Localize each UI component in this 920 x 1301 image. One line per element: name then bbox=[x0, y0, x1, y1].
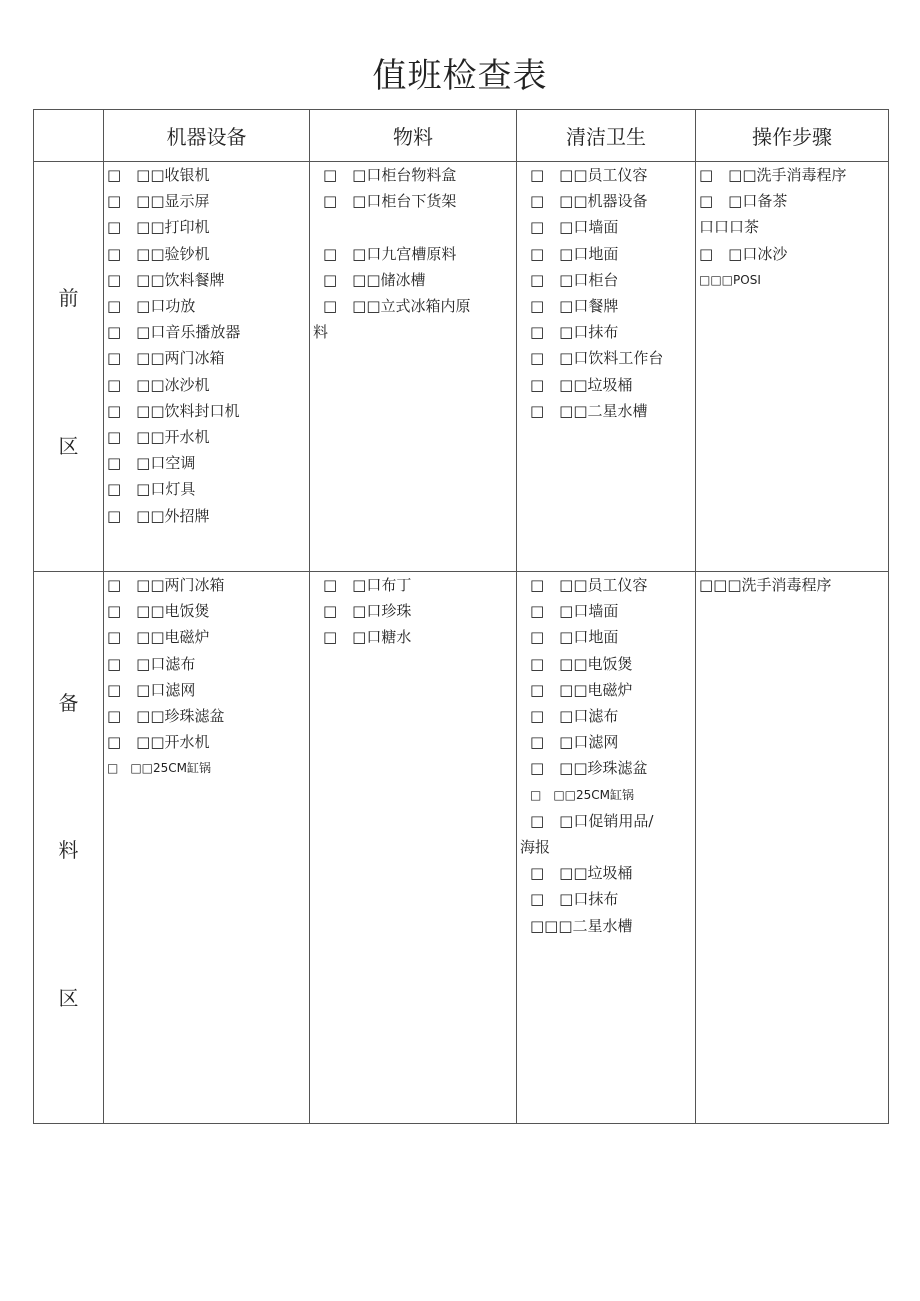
checklist-item: □ □口功放 bbox=[107, 297, 196, 316]
checklist-item: □ □□电饭煲 bbox=[107, 602, 210, 621]
checklist-item: □ □口布丁 bbox=[323, 576, 412, 594]
prep-steps-list bbox=[696, 572, 889, 1124]
front-zone-label bbox=[34, 162, 104, 572]
checklist-item: □ □□开水机 bbox=[107, 733, 210, 752]
checklist-item: □ □□员工仪容 bbox=[530, 166, 648, 184]
checklist-item: □ □□二星水槽 bbox=[530, 401, 648, 420]
duty-checklist-table bbox=[33, 109, 889, 1124]
checklist-item: □□□洗手消毒程序 bbox=[699, 576, 832, 594]
checklist-item: 海报 bbox=[520, 838, 551, 857]
checklist-item: □ □□机器设备 bbox=[530, 192, 648, 211]
checklist-item: □ □□开水机 bbox=[107, 428, 210, 447]
checklist-item: □ □口音乐播放器 bbox=[107, 323, 241, 342]
prep-cleaning-list bbox=[517, 572, 696, 1124]
checklist-item: □ □口柜台物料盒 bbox=[323, 166, 457, 184]
checklist-item bbox=[320, 214, 516, 240]
checklist-item: □ □□储冰槽 bbox=[323, 270, 426, 289]
checklist-item: □ □口饮料工作台 bbox=[530, 349, 664, 368]
checklist-item: □ □□洗手消毒程序 bbox=[699, 166, 847, 184]
header-machines: 机器设备 bbox=[104, 110, 310, 162]
checklist-item: □ □口餐牌 bbox=[530, 297, 619, 316]
checklist-item: □ □□饮料餐牌 bbox=[107, 270, 225, 289]
checklist-item: □ □□冰沙机 bbox=[107, 375, 210, 394]
checklist-item: □ □□25CM缸锅 bbox=[107, 761, 212, 776]
header-row bbox=[34, 110, 889, 162]
front-cleaning-list bbox=[517, 162, 696, 572]
checklist-item: □ □口糖水 bbox=[323, 628, 412, 647]
zone-char: 前 bbox=[58, 286, 79, 310]
page-title: 值班检查表 bbox=[372, 56, 548, 96]
checklist-item: □ □口地面 bbox=[530, 244, 619, 263]
prep-machines-list bbox=[104, 572, 310, 1124]
checklist-item: □ □口空调 bbox=[107, 454, 196, 473]
checklist-item: □ □口灯具 bbox=[107, 480, 196, 499]
front-zone-row bbox=[34, 162, 889, 572]
checklist-item: □ □□打印机 bbox=[107, 218, 210, 237]
checklist-item: □ □口滤布 bbox=[107, 654, 196, 673]
header-cleaning: 清洁卫生 bbox=[517, 110, 696, 162]
checklist-item: □ □口九宫槽原料 bbox=[323, 244, 457, 263]
checklist-item: □ □□员工仪容 bbox=[530, 576, 648, 594]
prep-zone-row bbox=[34, 572, 889, 1124]
checklist-item: □ □□25CM缸锅 bbox=[530, 787, 635, 802]
front-machines-list bbox=[104, 162, 310, 572]
checklist-item: 料 bbox=[313, 323, 329, 342]
front-materials-list bbox=[310, 162, 517, 572]
header-steps: 操作步骤 bbox=[696, 110, 889, 162]
checklist-item: □ □□电饭煲 bbox=[530, 654, 633, 673]
checklist-item: □ □□珍珠滤盆 bbox=[107, 707, 225, 726]
checklist-item: □ □口备茶 bbox=[699, 192, 788, 211]
checklist-item: □ □口墙面 bbox=[530, 602, 619, 621]
front-steps-list bbox=[696, 162, 889, 572]
checklist-item: □ □□电磁炉 bbox=[530, 680, 633, 699]
checklist-item: □ □口滤网 bbox=[107, 680, 196, 699]
checklist-item: □ □口柜台 bbox=[530, 270, 619, 289]
checklist-item: □ □□两门冰箱 bbox=[107, 349, 225, 368]
checklist-item: □ □口抹布 bbox=[530, 323, 619, 342]
zone-char: 料 bbox=[58, 838, 79, 862]
checklist-item: □ □□外招牌 bbox=[107, 506, 210, 525]
zone-char: 备 bbox=[58, 691, 79, 715]
checklist-item: 口口口茶 bbox=[699, 218, 760, 237]
checklist-item: □ □□显示屏 bbox=[107, 192, 210, 211]
checklist-item: □ □□立式冰箱内原 bbox=[323, 297, 471, 316]
checklist-item: □ □口珍珠 bbox=[323, 602, 412, 621]
checklist-item: □ □口滤网 bbox=[530, 733, 619, 752]
prep-zone-label bbox=[34, 572, 104, 1124]
checklist-item: □ □口柜台下货架 bbox=[323, 192, 457, 211]
checklist-item: □□□POSI bbox=[699, 272, 761, 287]
checklist-item: □□□二星水槽 bbox=[530, 916, 633, 935]
checklist-item: □ □口地面 bbox=[530, 628, 619, 647]
checklist-item: □ □口滤布 bbox=[530, 707, 619, 726]
checklist-item: □ □口抹布 bbox=[530, 890, 619, 909]
checklist-item: □ □口墙面 bbox=[530, 218, 619, 237]
zone-char: 区 bbox=[58, 434, 79, 458]
checklist-item: □ □□饮料封口机 bbox=[107, 401, 240, 420]
checklist-item: □ □口促销用品/ bbox=[530, 811, 654, 830]
checklist-item: □ □□垃圾桶 bbox=[530, 864, 633, 883]
checklist-item: □ □□垃圾桶 bbox=[530, 375, 633, 394]
checklist-item: □ □口冰沙 bbox=[699, 244, 788, 263]
header-zone bbox=[34, 110, 104, 162]
header-materials: 物料 bbox=[310, 110, 517, 162]
prep-materials-list bbox=[310, 572, 517, 1124]
checklist-item: □ □□两门冰箱 bbox=[107, 576, 225, 594]
checklist-item: □ □□收银机 bbox=[107, 166, 210, 184]
zone-char: 区 bbox=[58, 986, 79, 1010]
checklist-item: □ □□电磁炉 bbox=[107, 628, 210, 647]
checklist-item: □ □□验钞机 bbox=[107, 244, 210, 263]
checklist-item: □ □□珍珠滤盆 bbox=[530, 759, 648, 778]
